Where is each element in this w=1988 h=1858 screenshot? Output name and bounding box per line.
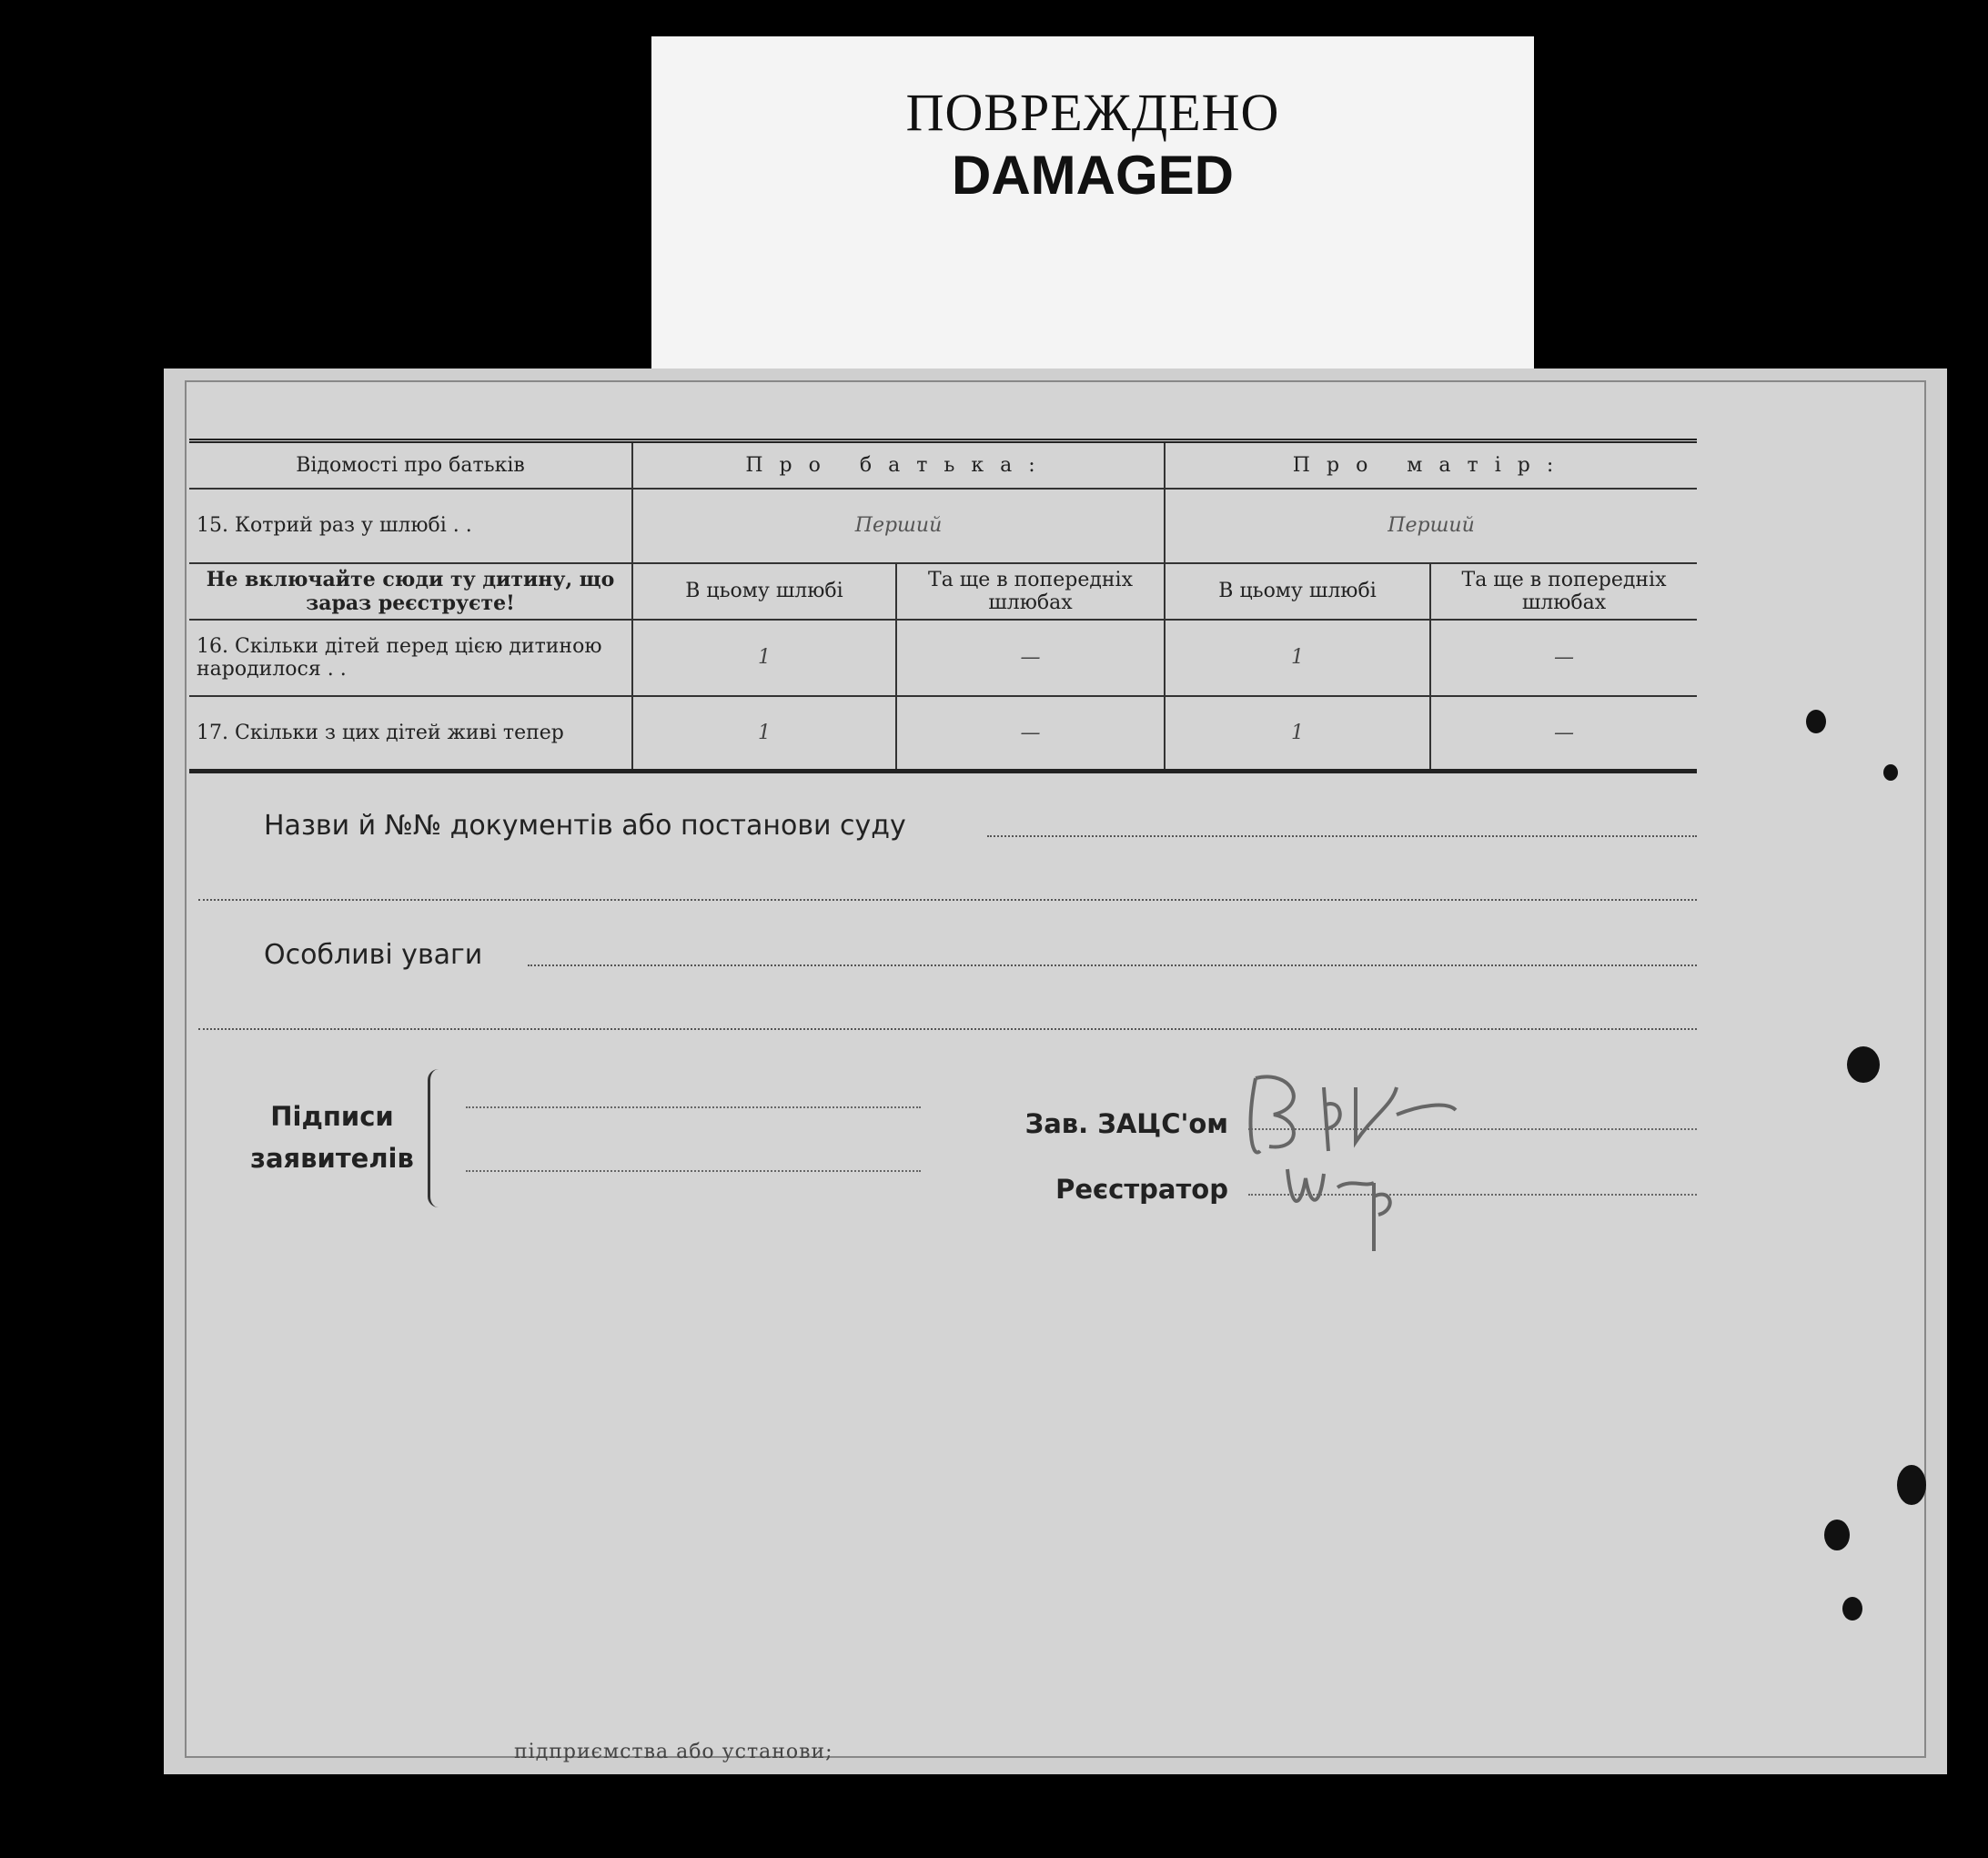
row16-mother-previous: — — [1430, 620, 1697, 696]
head-label: Зав. ЗАЦС'ом — [1024, 1108, 1228, 1139]
table-subheader-row — [189, 563, 1697, 620]
punch-hole — [1824, 1520, 1850, 1550]
row15-label: 15. Котрий раз у шлюбі . . — [189, 489, 632, 563]
row16-father-this: 1 — [632, 620, 896, 696]
row16-mother-this: 1 — [1165, 620, 1430, 696]
special-notes-line — [528, 964, 1697, 966]
tag-text-russian: ПОВРЕЖДЕНО — [905, 83, 1280, 142]
punch-hole — [1842, 1597, 1862, 1621]
special-notes-label: Особливі уваги — [264, 939, 483, 971]
exclude-child-note: Не включайте сюди ту дитину, що зараз реєструєте! — [189, 563, 632, 620]
applicant-signature-line-2 — [466, 1170, 921, 1172]
row17-mother-previous: — — [1430, 696, 1697, 772]
header-about-mother: Про матір: — [1165, 441, 1697, 489]
damaged-tag-card — [651, 36, 1534, 387]
documents-label: Назви й №№ документів або постанови суду — [264, 810, 906, 842]
subheader-mother-previous-marriages: Та ще в попередніх шлюбах — [1430, 563, 1697, 620]
subheader-father-this-marriage: В цьому шлюбі — [632, 563, 896, 620]
punch-hole — [1883, 764, 1898, 781]
tag-text-english: DAMAGED — [952, 145, 1234, 206]
applicant-signature-line-1 — [466, 1106, 921, 1108]
signatures-label-line1: Підписи — [270, 1101, 394, 1132]
row17-father-this: 1 — [632, 696, 896, 772]
table-header-row — [189, 441, 1697, 489]
documents-line-2 — [198, 899, 1697, 901]
special-notes-line-2 — [198, 1028, 1697, 1030]
row15-father-value: Перший — [632, 489, 1165, 563]
punch-hole — [1806, 710, 1826, 733]
subheader-mother-this-marriage: В цьому шлюбі — [1165, 563, 1430, 620]
row15-mother-value: Перший — [1165, 489, 1697, 563]
table-row — [189, 696, 1697, 772]
header-about-father: Про батька: — [632, 441, 1165, 489]
parents-info-table — [189, 439, 1697, 773]
row17-label: 17. Скільки з цих дітей живі тепер — [189, 696, 632, 772]
signatures-label-line2: заявителів — [250, 1143, 414, 1174]
punch-hole — [1847, 1046, 1880, 1083]
table-row — [189, 489, 1697, 563]
header-parents-info: Відомості про батьків — [189, 441, 632, 489]
handwritten-signature — [1237, 1051, 1474, 1269]
row17-father-previous: — — [896, 696, 1165, 772]
subheader-father-previous-marriages: Та ще в попередніх шлюбах — [896, 563, 1165, 620]
table-row — [189, 620, 1697, 696]
row16-father-previous: — — [896, 620, 1165, 696]
registrar-label: Реєстратор — [1055, 1174, 1228, 1205]
punch-hole — [1897, 1465, 1926, 1505]
row16-label: 16. Скільки дітей перед цією дитиною народилося . . — [189, 620, 632, 696]
documents-line — [987, 835, 1697, 837]
row17-mother-this: 1 — [1165, 696, 1430, 772]
signatures-brace — [428, 1069, 443, 1207]
cut-off-bottom-text: підприємства або установи; — [514, 1741, 833, 1763]
